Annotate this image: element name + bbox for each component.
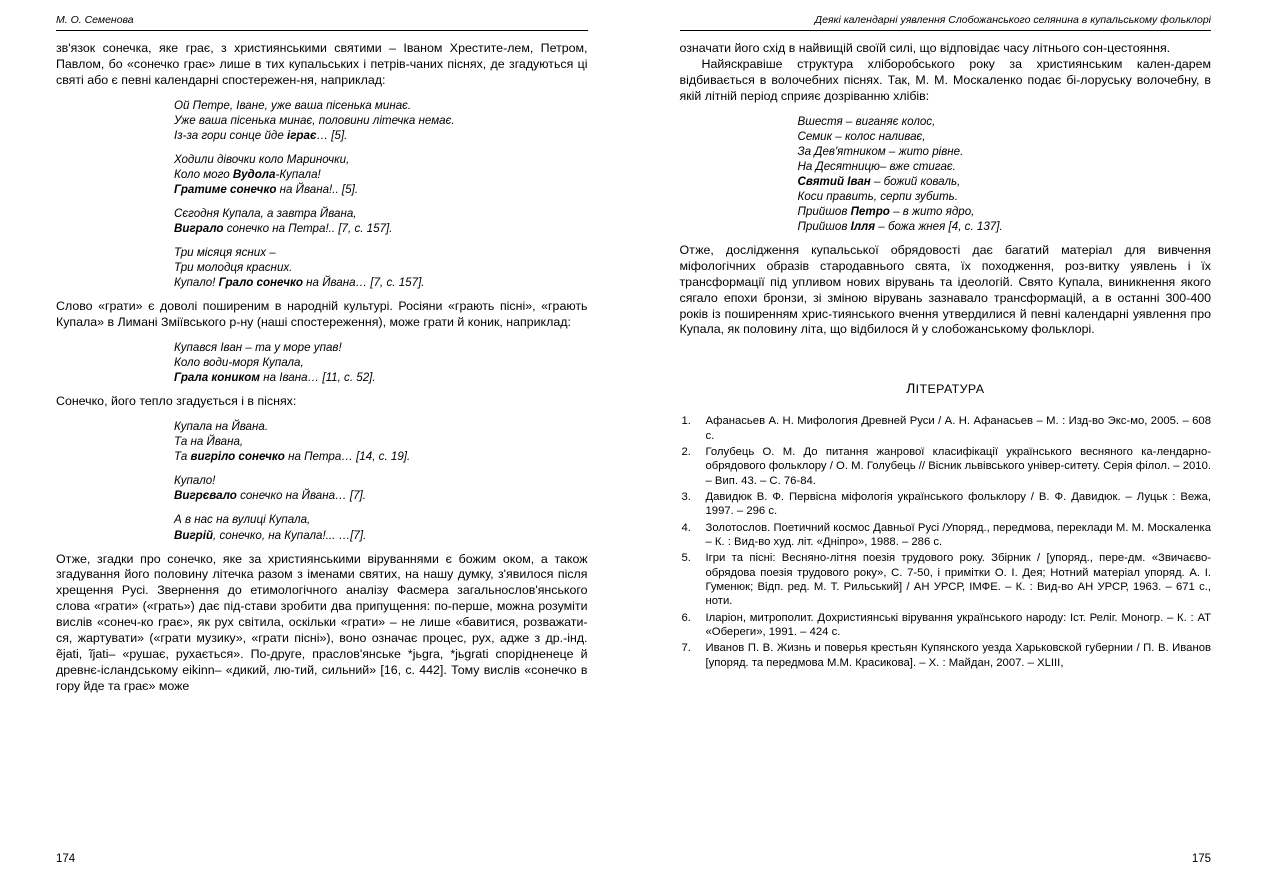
reference-list	[680, 414, 1212, 670]
reference-item: Афанасьев А. Н. Мифология Древней Руси / А. Н. Афанасьев – М. : Изд-во Экс-мо, 2005. – 608 с.	[705, 415, 1211, 442]
right-page	[634, 0, 1267, 881]
verse-block-7	[56, 473, 588, 503]
verse-block-4	[56, 245, 588, 290]
verse-line: Купала на Йвана.	[174, 420, 269, 434]
page-number-right: 175	[1191, 853, 1211, 865]
verse-line: За Дев'ятником – жито рівне.	[797, 144, 964, 158]
verse-line: Святий Іван – божий коваль,	[797, 174, 961, 188]
reference-item: Давидюк В. Ф. Первісна міфологія українського фольклору / В. Ф. Давидюк. – Луцьк : Вежа, 1997. – 296 с.	[705, 490, 1211, 518]
verse-line: Купався Іван – та у море упав!	[174, 341, 342, 355]
verse-line: А в нас на вулиці Купала,	[174, 513, 311, 527]
verse-line: Коло мого Вудола-Купала!	[174, 167, 321, 181]
verse-line: Купало! Грало сонечко на Йвана… [7, с. 157].	[174, 276, 425, 290]
verse-line: Прийшов Петро – в жито ядро,	[797, 204, 975, 218]
running-head-right: Деякі календарні уявлення Слобожанського селянина в купальському фольклорі	[680, 14, 1212, 31]
verse-line: Три місяця ясних –	[174, 246, 276, 260]
paragraph-continuation-right: означати його схід в найвищій своїй силі, що відповідає часу літнього сон-цестояння.	[679, 41, 1171, 55]
verse-block-1	[56, 98, 588, 143]
verse-line: Та на Йвана,	[174, 435, 244, 449]
verse-line: Купало!	[174, 474, 216, 488]
verse-block-2	[56, 152, 588, 197]
verse-block-6	[56, 419, 588, 464]
verse-block-3	[56, 206, 588, 236]
verse-line: Три молодця красних.	[174, 261, 293, 275]
literature-heading	[680, 380, 1212, 396]
verse-line: Вигрій, сонечко, на Купала!... …[7].	[174, 528, 367, 542]
paragraph-continuation: зв'язок сонечка, яке грає, з християнськими святими – Іваном Хрестите-лем, Петром, Павлом, бо «сонечко грає» лише в тих купальських і петрів-чаних піснях, де згадуються ці святі або є певні календарні спостережен-ня, наприклад:	[56, 41, 588, 87]
verse-line: Гратиме сонечко на Йвана!.. [5].	[174, 182, 359, 196]
paragraph-volochebni: Найяскравіше структура хліборобського року за християнським кален-дарем відбивається в волочебних піснях. Так, М. М. Москаленко подає бі-лоруську волочебну, в якій літній період сприяє дозріванню хлібів:	[679, 56, 1211, 103]
verse-line: Із-за гори сонце йде іграє… [5].	[174, 128, 348, 142]
literature-heading-initial: Л	[906, 380, 916, 397]
reference-item: Золотослов. Поетичний космос Давньої Русі /Упоряд., передмова, переклади М. М. Москаленка – К. : Вид-во худ. літ. «Дніпро», 1988. – 286 с.	[705, 521, 1211, 548]
verse-line: Прийшов Ілля – божа жнея [4, с. 137].	[797, 219, 1003, 233]
verse-line: Грала коником на Івана… [11, с. 52].	[174, 371, 376, 385]
paragraph-conclusion-left: Отже, згадки про сонечко, яке за християнськими віруваннями є божим оком, а також згадування його половину літечка разом з іменами святих, на нашу думку, з'явилося після хрещення Русі. Звернення до етимологічного аналізу Фасмера загальнослов'янського слова «грати» («грать») дає під-стави зробити два припущення: по-перше, можна розуміти вислів «сонеч-ко грає», як рух світила, оскільки «грати» – не лише «бавитися, розважати-ся, жартувати» («грати музику», «грати пісні»), воно означає процес, рух, адже з др.-інд. ẽjati, ĩjati– «рушає, рухається». По-друге, праслов'янське *jьgra, *jьgrati спорідненеце й древнє-ісландському eikinn– «дикий, лю-тий, сильний» [16, с. 442]. Тому вислів «сонечко в гору йде та грає» може	[56, 551, 588, 693]
verse-block-5	[56, 340, 588, 385]
literature-heading-rest: ІТЕРАТУРА	[915, 382, 985, 397]
reference-item: Ігри та пісні: Весняно-літня поезія трудового року. Збірник / [упоряд., пере-дм. «Звичаєво-обрядова поезія трудового року», С. 7-50, і примітки О. І. Дея; Нотний матеріал упоряд. А. І. Гуменюк; Відп. ред. М. Т. Рильський] / АН УРСР, ІМФЕ. – К. : Вид-во АН УРСР, 1963. – 671 с., ноти.	[705, 552, 1211, 608]
verse-block-8	[56, 512, 588, 542]
verse-line: Ой Петре, Іване, уже ваша пісенька минає.	[174, 98, 412, 112]
reference-item: Иванов П. В. Жизнь и поверья крестьян Купянского уезда Харьковской губернии / П. В. Иванов [упоряд. та передмова М.М. Красикова]. – Х. : Майдан, 2007. – XLIII,	[705, 642, 1211, 669]
verse-line: Семик – колос наливає,	[797, 129, 926, 143]
paragraph-grati: Слово «грати» є доволі поширеним в народній культурі. Росіяни «грають пісні», «грають Купала» в Лимані Зміївського р-ну (наші спостереження), може грати й коник, наприклад:	[56, 299, 588, 330]
verse-line: Та вигріло сонечко на Петра… [14, с. 19].	[174, 450, 411, 464]
verse-block-volochebna	[680, 114, 1212, 235]
page-number-left: 174	[56, 853, 76, 865]
paragraph-conclusion-right: Отже, дослідження купальської обрядовості дає багатий матеріал для вивчення міфологічних образів стародавнього свята, їх походження, роз-витку уявлень і їх трансформації під упливом нових вірувань та ідеологій. Свято Купала, виникнення якого сягало епохи бронзи, зі зміною вірувань зазнавало трансформацій, а в останні 300-400 років із поширенням хрис-тиянського вчення утвердилися й певні календарні уявлення про Купала, як половину літа, що відбилося й у слобожанському фольклорі.	[679, 243, 1211, 337]
verse-line: Уже ваша пісенька минає, половини літечка немає.	[174, 113, 455, 127]
verse-line: Коси править, серпи зубить.	[797, 189, 958, 203]
reference-item: Голубець О. М. До питання жанрової класифікації українського весняного ка-лендарно-обрядового фольклору / О. М. Голубець // Вісник львівського універ-ситету. Серія філол. – 2010. – Вип. 43. – С. 76-84.	[705, 445, 1211, 487]
running-head-left: М. О. Семенова	[56, 14, 588, 31]
verse-line: Вигрєвало сонечко на Йвана… [7].	[174, 489, 366, 503]
verse-line: Ходили дівочки коло Мариночки,	[174, 152, 350, 166]
verse-line: Виграло сонечко на Петра!.. [7, с. 157].	[174, 222, 393, 236]
verse-line: Вшестя – виганяє колос,	[797, 114, 936, 128]
paragraph-sonechko: Сонечко, його тепло згадується і в піснях:	[56, 394, 297, 409]
reference-item: Іларіон, митрополит. Дохристиянські вірування українського народу: Іст. Реліг. Моногр. – К. : АТ «Обереги», 1991. – 424 с.	[705, 611, 1211, 639]
verse-line: Сєгодня Купала, а завтра Йвана,	[174, 207, 357, 220]
verse-line: Коло води-моря Купала,	[174, 356, 304, 370]
verse-line: На Десятницю– вже стигає.	[797, 159, 956, 173]
